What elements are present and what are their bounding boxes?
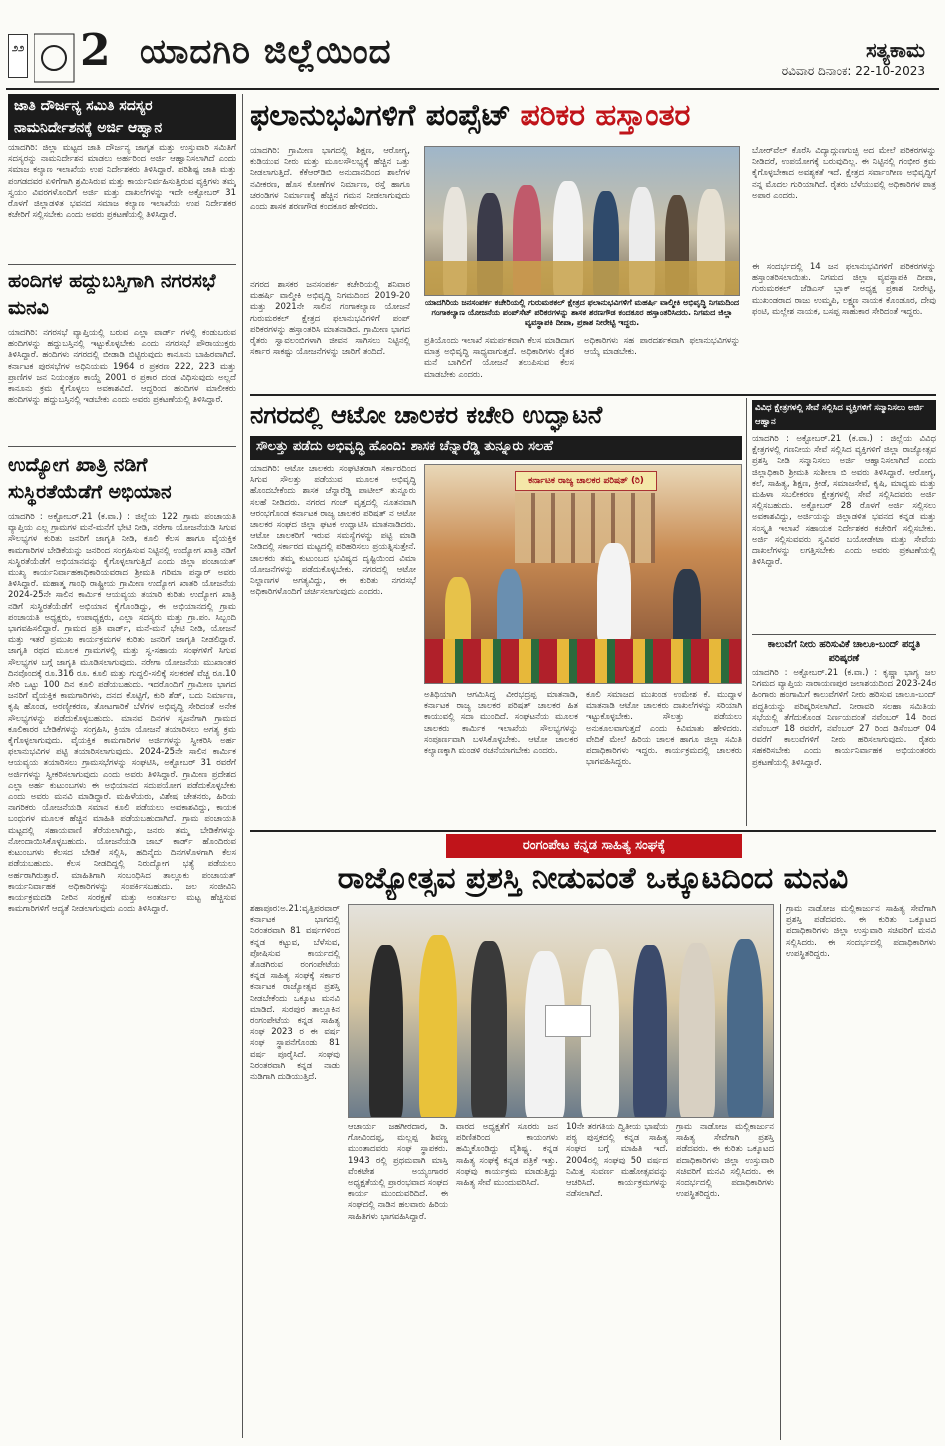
- story-body: ಗ್ರಾಮ ನಾಡೋಜ ಮಲ್ಲಿಕಾರ್ಜುನ ಸಾಹಿತ್ಯ ಸೇವೆಗಾಗಿ ಪ್ರಶಸ್ತಿ ಪಡೆದವರು. ಈ ಕುರಿತು ಒಕ್ಕೂಟದ ಪದಾಧಿಕಾರಿಗಳು ಜಿಲ್ಲಾ ಉಸ್ತುವಾರಿ ಸಚಿವರಿಗೆ ಮನವಿ ಸಲ್ಲಿಸಿದರು. ಈ ಸಂದರ್ಭದಲ್ಲಿ ಪದಾಧಿಕಾರಿಗಳು ಉಪಸ್ಥಿತರಿದ್ದರು.: [786, 904, 936, 959]
- divider: [8, 264, 236, 265]
- story-body: ಗ್ರಾಮ ನಾಡೋಜ ಮಲ್ಲಿಕಾರ್ಜುನ ಸಾಹಿತ್ಯ ಸೇವೆಗಾಗಿ ಪ್ರಶಸ್ತಿ ಪಡೆದವರು. ಈ ಕುರಿತು ಒಕ್ಕೂಟದ ಪದಾಧಿಕಾರಿಗಳು ಜಿಲ್ಲಾ ಉಸ್ತುವಾರಿ ಸಚಿವರಿಗೆ ಮನವಿ ಸಲ್ಲಿಸಿದರು. ಈ ಸಂದರ್ಭದಲ್ಲಿ ಪದಾಧಿಕಾರಿಗಳು ಉಪಸ್ಥಿತರಿದ್ದರು.: [676, 1122, 774, 1200]
- story-headline: ಕಾಲುವೆಗೆ ನೀರು ಹರಿಸುವಿಕೆ ಚಾಲೂ-ಬಂದ್ ಪದ್ಧತಿ ಪರಿಷ್ಕರಣೆ: [767, 639, 921, 664]
- logo-icon: [34, 30, 76, 84]
- story-body: 10ನೇ ತರಗತಿಯ ದ್ವಿತೀಯ ಭಾಷೆಯ ಪಠ್ಯ ಪುಸ್ತಕದಲ್ಲಿ ಕನ್ನಡ ಸಾಹಿತ್ಯ ಸಂಘದ ಬಗ್ಗೆ ಮಾಹಿತಿ ಇದೆ. 2004ರಲ್ಲಿ ಸಂಘವು 50 ವರ್ಷದ ನಿಮಿತ್ತ ಸುವರ್ಣ ಮಹೋತ್ಸವವನ್ನು ಆಚರಿಸಿದೆ. ಕಾರ್ಯಕ್ರಮಗಳನ್ನು ನಡೆಸಲಾಗಿದೆ.: [566, 1122, 668, 1200]
- page-title: ಯಾದಗಿರಿ ಜಿಲ್ಲೆಯಿಂದ: [140, 32, 392, 72]
- section-rule: [250, 394, 936, 396]
- top-story-headline: [250, 94, 936, 140]
- story-body: ಆಚಾರ್ಯ ಜಹಗೀರದಾರ, ಡಿ. ಗೋವಿಂದಪ್ಪ, ಮಲ್ಲಪ್ಪ ಶಿವಣ್ಣ ಮುಂತಾದವರು ಸಂಘ ಸ್ಥಾಪಕರು. 1943 ರಲ್ಲಿ ಪ್ರಥಮವಾಗಿ ಮಾಸ್ತಿ ವೆಂಕಟೇಶ ಅಯ್ಯಂಗಾರರ ಅಧ್ಯಕ್ಷತೆಯಲ್ಲಿ ಪ್ರಾರಂಭವಾದ ಸಂಘದ ಕಾರ್ಯ ಮುಂದುವರಿದಿದೆ. ಈ ಸಂಘದಲ್ಲಿ ನಾಡಿನ ಹಲವಾರು ಹಿರಿಯ ಸಾಹಿತಿಗಳು ಭಾಗವಹಿಸಿದ್ದಾರೆ.: [348, 1122, 448, 1222]
- page-number: 2: [80, 25, 111, 76]
- section-rule: [250, 830, 936, 832]
- date-label: ರವಿವಾರ ದಿನಾಂಕ:: [781, 64, 852, 78]
- top-story-photo: [424, 146, 740, 296]
- story-body: ಯಾದಗಿರಿ : ಅಕ್ಟೋಬರ್.21 (ಕ.ವಾ.) : ಜಿಲ್ಲೆಯ ವಿವಿಧ ಕ್ಷೇತ್ರಗಳಲ್ಲಿ ಗಣನೀಯ ಸೇವೆ ಸಲ್ಲಿಸಿದ ವ್ಯಕ್ತಿಗಳಿಗೆ ಜಿಲ್ಲಾ ರಾಜ್ಯೋತ್ಸವ ಪ್ರಶಸ್ತಿ ನೀಡಿ ಸನ್ಮಾನಿಸಲು ಅರ್ಜಿ ಆಹ್ವಾನಿಸಲಾಗಿದೆ ಎಂದು ಜಿಲ್ಲಾಧಿಕಾರಿ ಶ್ರೀಮತಿ ಸುಶೀಲಾ ಬಿ ಅವರು ತಿಳಿಸಿದ್ದಾರೆ. ಆರೋಗ್ಯ, ಕಲೆ, ಸಾಹಿತ್ಯ, ಶಿಕ್ಷಣ, ಕ್ರೀಡೆ, ಸಮಾಜಸೇವೆ, ಕೃಷಿ, ಮಾಧ್ಯಮ ಮತ್ತು ಮಹಿಳಾ ಸಬಲೀಕರಣ ಕ್ಷೇತ್ರಗಳಲ್ಲಿ ಸೇವೆ ಸಲ್ಲಿಸಿದವರು ಅರ್ಜಿ ಸಲ್ಲಿಸಬಹುದು. ಅಕ್ಟೋಬರ್ 28 ರೊಳಗೆ ಅರ್ಜಿ ಸಲ್ಲಿಸಲು ಅವಕಾಶವಿದ್ದು, ಅರ್ಜಿಯನ್ನು ಜಿಲ್ಲಾಡಳಿತ ಭವನದ ಕನ್ನಡ ಮತ್ತು ಸಂಸ್ಕೃತಿ ಇಲಾಖೆ ಸಹಾಯಕ ನಿರ್ದೇಶಕರ ಕಚೇರಿಗೆ ಸಲ್ಲಿಸಬೇಕು. ಅರ್ಜಿ ಸಲ್ಲಿಸುವವರು ಸ್ವವಿವರ ಬಯೋಡೇಟಾ ಮತ್ತು ಸೇವೆಯ ದಾಖಲೆಗಳನ್ನು ಲಗತ್ತಿಸಬೇಕು ಎಂದು ಅವರು ಪ್ರಕಟಣೆಯಲ್ಲಿ ತಿಳಿಸಿದ್ದಾರೆ.: [752, 434, 936, 568]
- story-subhead: ಸೌಲತ್ತು ಪಡೆದು ಅಭಿವೃದ್ಧಿ ಹೊಂದಿ: ಶಾಸಕ ಚೆನ್ನಾರೆಡ್ಡಿ ತುನ್ನೂರು ಸಲಹೆ: [250, 436, 742, 460]
- story-body: ಅತಿಥಿಯಾಗಿ ಆಗಮಿಸಿದ್ದ ವೀರಭದ್ರಪ್ಪ ಮಾತನಾಡಿ, ಕರ್ನಾಟಕ ರಾಜ್ಯ ಚಾಲಕರ ಪರಿಷತ್ ಚಾಲಕರ ಹಿತ ಕಾಯುವಲ್ಲಿ ಸದಾ ಮುಂದಿದೆ. ಸಂಘಟನೆಯ ಮೂಲಕ ಚಾಲಕರು ಕಾರ್ಮಿಕ ಇಲಾಖೆಯ ಸೌಲಭ್ಯಗಳನ್ನು ಸಂಪೂರ್ಣವಾಗಿ ಬಳಸಿಕೊಳ್ಳಬೇಕು. ಆಟೋ ಚಾಲಕರ ಕಲ್ಯಾಣಕ್ಕಾಗಿ ಮಂಡಳಿ ರಚನೆಯಾಗಬೇಕು ಎಂದರು.: [424, 690, 578, 757]
- column-rule: [242, 94, 243, 1438]
- story-body: ಕೂಲಿ ಸಮಾಜದ ಮುಖಂಡ ಉಮೇಶ ಕೆ. ಮುದ್ನಾಳ ಮಾತನಾಡಿ ಆಟೋ ಚಾಲಕರು ದಾಖಲೆಗಳನ್ನು ಸರಿಯಾಗಿ ಇಟ್ಟುಕೊಳ್ಳಬೇಕು. ಸೌಲತ್ತು ಪಡೆಯಲು ಅನುಕೂಲವಾಗುತ್ತದೆ ಎಂದು ಕಿವಿಮಾತು ಹೇಳಿದರು. ವೇದಿಕೆ ಮೇಲೆ ಹಿರಿಯ ಚಾಲಕ ಹಾಗೂ ಜಿಲ್ಲಾ ಸಮಿತಿ ಪದಾಧಿಕಾರಿಗಳು ಇದ್ದರು. ಕಾರ್ಯಕ್ರಮದಲ್ಲಿ ಚಾಲಕರು ಭಾಗವಹಿಸಿದ್ದರು.: [586, 690, 742, 768]
- story-headline: ನಗರದಲ್ಲಿ ಆಟೋ ಚಾಲಕರ ಕಚೇರಿ ಉದ್ಘಾಟನೆ: [250, 401, 603, 429]
- dateline: [782, 64, 925, 78]
- story-body: ವಾರದ ಅಧ್ಯಕ್ಷತೆಗೆ ಸೂರರು ಜನ ಪರಿಣಿತರಿಂದ ಕಾಯಂಗಳು ಹಮ್ಮಿಕೊಂಡಿದ್ದು ವೈಶಿಷ್ಟ್ಯ. ಕನ್ನಡ ಸಾಹಿತ್ಯ ಸಂಘಕ್ಕೆ ಕನ್ನಡ ಪತ್ರಿಕೆ ಇತ್ತು. ಸಂಘವು ಕಾರ್ಯಕ್ರಮ ಮಾಡುತ್ತಿದ್ದು ಸಾಹಿತ್ಯ ಸೇವೆ ಮುಂದುವರಿಸಿದೆ.: [456, 1122, 558, 1189]
- story-headline: ಉದ್ಯೋಗ ಖಾತ್ರಿ ನಡಿಗೆ ಸುಸ್ಥಿರತೆಯೆಡೆಗೆ ಅಭಿಯಾನ: [8, 454, 172, 503]
- headline-red: ಪರಿಕರ ಹಸ್ತಾಂತರ: [520, 98, 691, 133]
- auto-story-photo: [424, 464, 742, 684]
- story-headline: ಜಾತಿ ದೌರ್ಜನ್ಯ ಸಮಿತಿ ಸದಸ್ಯರ ನಾಮನಿರ್ದೇಶನಕ್ಕೆ ಅರ್ಜಿ ಆಹ್ವಾನ: [8, 94, 236, 140]
- story-body: ಯಾದಗಿರಿ: ಗ್ರಾಮೀಣ ಭಾಗದಲ್ಲಿ ಶಿಕ್ಷಣ, ಆರೋಗ್ಯ, ಕುಡಿಯುವ ನೀರು ಮತ್ತು ಮೂಲಸೌಲಭ್ಯಕ್ಕೆ ಹೆಚ್ಚಿನ ಒತ್ತು ನೀಡಲಾಗುತ್ತಿದೆ. ಕೆಕೆಆರ್‌ಡಿಬಿ ಅನುದಾನದಿಂದ ಶಾಲೆಗಳ ನವೀಕರಣ, ಹೊಸ ಕೋಣೆಗಳ ನಿರ್ಮಾಣ, ರಸ್ತೆ ಹಾಗೂ ಚರಂಡಿಗಳ ನಿರ್ಮಾಣಕ್ಕೆ ಹೆಚ್ಚಿನ ಗಮನ ನೀಡಲಾಗುವುದು ಎಂದು ಶಾಸಕ ಶರಣಗೌಡ ಕಂದಕೂರ ಹೇಳಿದರು.: [250, 146, 410, 213]
- story-body: ನಗರದ ಶಾಸಕರ ಜನಸಂಪರ್ಕ ಕಚೇರಿಯಲ್ಲಿ ಶನಿವಾರ ಮಹರ್ಷಿ ವಾಲ್ಮೀಕಿ ಅಭಿವೃದ್ಧಿ ನಿಗಮದಿಂದ 2019-20 ಮತ್ತು 2021ನೇ ಸಾಲಿನ ಗಂಗಾಕಲ್ಯಾಣ ಯೋಜನೆ ಗುರುಮಠಕಲ್ ಕ್ಷೇತ್ರದ ಫಲಾನುಭವಿಗಳಿಗೆ ಪಂಪ್ ಪರಿಕರಗಳನ್ನು ಹಸ್ತಾಂತರಿಸಿ ಮಾತನಾಡಿದ. ಗ್ರಾಮೀಣ ಭಾಗದ ರೈತರು ಸ್ವಾವಲಂಬಿಗಳಾಗಿ ಜೀವನ ಸಾಗಿಸಲು ನಿಟ್ಟಿನಲ್ಲಿ ಸರ್ಕಾರ ಸಾಕಷ್ಟು ಯೋಜನೆಗಳನ್ನು ಜಾರಿಗೆ ತಂದಿದೆ.: [250, 280, 410, 358]
- column-rule: [746, 398, 747, 826]
- story-headline: ಹಂದಿಗಳ ಹದ್ದುಬಸ್ತಿಗಾಗಿ ನಗರಸಭೆ ಮನವಿ: [8, 270, 216, 319]
- story-kicker: ರಂಗಂಪೇಟ ಕನ್ನಡ ಸಾಹಿತ್ಯ ಸಂಘಕ್ಕೆ: [446, 834, 742, 858]
- story-body: ಯಾದಗಿರಿ : ಅಕ್ಟೋಬರ್.21 (ಕ.ವಾ.) : ಕೃಷ್ಣಾ ಭಾಗ್ಯ ಜಲ ನಿಗಮದ ವ್ಯಾಪ್ತಿಯ ನಾರಾಯಣಪುರ ಜಲಾಶಯದಿಂದ 2023-24ರ ಹಿಂಗಾರು ಹಂಗಾಮಿಗೆ ಕಾಲುವೆಗಳಿಗೆ ನೀರು ಹರಿಸುವ ಚಾಲೂ-ಬಂದ್ ಪದ್ಧತಿಯನ್ನು ಪರಿಷ್ಕರಿಸಲಾಗಿದೆ. ನೀರಾವರಿ ಸಲಹಾ ಸಮಿತಿಯ ಸಭೆಯಲ್ಲಿ ತೆಗೆದುಕೊಂಡ ನಿರ್ಣಯದಂತೆ ನವೆಂಬರ್ 14 ರಿಂದ ನವೆಂಬರ್ 18 ರವರೆಗೆ, ನವೆಂಬರ್ 27 ರಿಂದ ಡಿಸೆಂಬರ್ 04 ರವರೆಗೆ ಕಾಲುವೆಗಳಿಗೆ ನೀರು ಹರಿಸಲಾಗುವುದು. ರೈತರು ಸಹಕರಿಸಬೇಕು ಎಂದು ಕಾರ್ಯನಿರ್ವಾಹಕ ಅಭಿಯಂತರರು ಪ್ರಕಟಣೆಯಲ್ಲಿ ತಿಳಿಸಿದ್ದಾರೆ.: [752, 668, 936, 768]
- story-body: ಅಧಿಕಾರಿಗಳು ಸಹ ಪಾರದರ್ಶಕವಾಗಿ ಫಲಾನುಭವಿಗಳನ್ನು ಆಯ್ಕೆ ಮಾಡಬೇಕು.: [584, 336, 740, 358]
- date-value: 22-10-2023: [855, 64, 925, 78]
- column-rule: [780, 904, 781, 1440]
- divider: [8, 446, 236, 447]
- masthead: [0, 0, 945, 92]
- story-body: ಶಹಾಪೂರ:ಅ.21:ವೃತ್ತಿಪರವಾರ್ ಕರ್ನಾಟಕ ಭಾಗದಲ್ಲಿ ನಿರಂತರವಾಗಿ 81 ವರ್ಷಗಳಿಂದ ಕನ್ನಡ ಕಟ್ಟುವ, ಬೆಳೆಸುವ, ಪೋಷಿಸುವ ಕಾರ್ಯದಲ್ಲಿ ತೊಡಗಿರುವ ರಂಗಂಪೇಟೆಯ ಕನ್ನಡ ಸಾಹಿತ್ಯ ಸಂಘಕ್ಕೆ ಸರ್ಕಾರ ಕರ್ನಾಟಕ ರಾಜ್ಯೋತ್ಸವ ಪ್ರಶಸ್ತಿ ನೀಡಬೇಕೆಂದು ಒಕ್ಕೂಟ ಮನವಿ ಮಾಡಿದೆ. ಸುರಪುರ ತಾಲ್ಲೂಕಿನ ರಂಗಂಪೇಟೆಯ ಕನ್ನಡ ಸಾಹಿತ್ಯ ಸಂಘ 2023 ರ ಈ ವರ್ಷ ಸಂಘ ಸ್ಥಾಪನೆಗೊಂಡು 81 ವರ್ಷ ಪೂರೈಸಿದೆ. ಸಂಘವು ನಿರಂತರವಾಗಿ ಕನ್ನಡ ನಾಡು ನುಡಿಗಾಗಿ ದುಡಿಯುತ್ತಿದೆ.: [250, 904, 340, 1083]
- story-body: ಯಾದಗಿರಿ: ಜಿಲ್ಲಾ ಮಟ್ಟದ ಜಾತಿ ದೌರ್ಜನ್ಯ ಜಾಗೃತ ಮತ್ತು ಉಸ್ತುವಾರಿ ಸಮಿತಿಗೆ ಸದಸ್ಯರನ್ನು ನಾಮನಿರ್ದೇಶನ ಮಾಡಲು ಅರ್ಹರಿಂದ ಅರ್ಜಿ ಆಹ್ವಾನಿಸಲಾಗಿದೆ ಎಂದು ಸಮಾಜ ಕಲ್ಯಾಣ ಇಲಾಖೆಯ ಉಪ ನಿರ್ದೇಶಕರು ತಿಳಿಸಿದ್ದಾರೆ. ಪರಿಶಿಷ್ಟ ಜಾತಿ ಮತ್ತು ಪಂಗಡದವರ ಏಳಿಗೆಗಾಗಿ ಶ್ರಮಿಸಿರುವ ಮತ್ತು ಕಾರ್ಯನಿರ್ವಹಿಸುತ್ತಿರುವ ವ್ಯಕ್ತಿಗಳು ತಮ್ಮ ಸ್ವಯಂ ವಿವರಗಳೊಂದಿಗೆ ಅರ್ಜಿ ಮತ್ತು ದಾಖಲೆಗಳನ್ನು ಇದೇ ಅಕ್ಟೋಬರ್ 31 ರೊಳಗೆ ಜಿಲ್ಲಾಡಳಿತ ಭವನದ ಸಮಾಜ ಕಲ್ಯಾಣ ಇಲಾಖೆಯ ಉಪ ನಿರ್ದೇಶಕರ ಕಚೇರಿಗೆ ಸಲ್ಲಿಸಬೇಕು ಎಂದು ಅವರು ಪ್ರಕಟಣೆಯಲ್ಲಿ ತಿಳಿಸಿದ್ದಾರೆ.: [8, 143, 236, 221]
- rajyotsava-photo: [348, 904, 774, 1118]
- story-headline: ವಿವಿಧ ಕ್ಷೇತ್ರಗಳಲ್ಲಿ ಸೇವೆ ಸಲ್ಲಿಸಿದ ವ್ಯಕ್ತಿಗಳಿಗೆ ಸನ್ಮಾನಿಸಲು ಅರ್ಜಿ ಆಹ್ವಾನ: [752, 400, 936, 430]
- divider: [752, 634, 936, 635]
- newspaper-name: ಸತ್ಯಕಾಮ: [865, 38, 925, 62]
- story-body: ಯಾದಗಿರಿ: ಆಟೋ ಚಾಲಕರು ಸಂಘಟಿತರಾಗಿ ಸರ್ಕಾರದಿಂದ ಸಿಗುವ ಸೌಲತ್ತು ಪಡೆಯುವ ಮೂಲಕ ಅಭಿವೃದ್ಧಿ ಹೊಂದಬೇಕೆಂದು ಶಾಸಕ ಚೆನ್ನಾರೆಡ್ಡಿ ಪಾಟೀಲ್ ತುನ್ನೂರು ಸಲಹೆ ನೀಡಿದರು. ನಗರದ ಗಂಜ್ ವೃತ್ತದಲ್ಲಿ ನೂತನವಾಗಿ ಆರಂಭಗೊಂಡ ಕರ್ನಾಟಕ ರಾಜ್ಯ ಚಾಲಕರ ಪರಿಷತ್ ನ ಆಟೋ ಚಾಲಕರ ಸಂಘದ ಜಿಲ್ಲಾ ಘಟಕ ಉದ್ಘಾಟಿಸಿ ಮಾತನಾಡಿದರು. ಆಟೋ ಚಾಲಕರಿಗೆ ಇರುವ ಸಮಸ್ಯೆಗಳನ್ನು ಪಟ್ಟಿ ಮಾಡಿ ನೀಡಿದಲ್ಲಿ ಸರ್ಕಾರದ ಮಟ್ಟದಲ್ಲಿ ಪರಿಹರಿಸಲು ಪ್ರಯತ್ನಿಸುತ್ತೇನೆ. ಚಾಲಕರು ತಮ್ಮ ಕುಟುಂಬದ ಭವಿಷ್ಯದ ದೃಷ್ಟಿಯಿಂದ ವಿಮಾ ಯೋಜನೆಗಳನ್ನು ಪಡೆದುಕೊಳ್ಳಬೇಕು. ನಗರದಲ್ಲಿ ಆಟೋ ನಿಲ್ದಾಣಗಳ ಅಗತ್ಯವಿದ್ದು, ಈ ಕುರಿತು ನಗರಸಭೆ ಅಧಿಕಾರಿಗಳೊಂದಿಗೆ ಚರ್ಚಿಸಲಾಗುವುದು ಎಂದರು.: [250, 464, 416, 598]
- story-headline: ರಾಜ್ಯೋತ್ಸವ ಪ್ರಶಸ್ತಿ ನೀಡುವಂತೆ ಒಕ್ಕೂಟದಿಂದ ಮನವಿ: [337, 861, 849, 896]
- story-body: ಯಾದಗಿರಿ: ನಗರಸಭೆ ವ್ಯಾಪ್ತಿಯಲ್ಲಿ ಬರುವ ಎಲ್ಲಾ ವಾರ್ಡ್ ಗಳಲ್ಲಿ ಕಂಡುಬರುವ ಹಂದಿಗಳನ್ನು ಹದ್ದುಬಸ್ತಿನಲ್ಲಿ ಇಟ್ಟುಕೊಳ್ಳಬೇಕು ಎಂದು ನಗರಸಭೆ ಪೌರಾಯುಕ್ತರು ತಿಳಿಸಿದ್ದಾರೆ. ಹಂದಿಗಳು ನಗರದಲ್ಲಿ ಬೀಡಾಡಿ ಬಿಟ್ಟಿರುವುದು ಕಾನೂನು ಬಾಹಿರವಾಗಿದೆ. ಕರ್ನಾಟಕ ಪುರಸಭೆಗಳ ಅಧಿನಿಯಮ 1964 ರ ಪ್ರಕರಣ 222, 223 ಮತ್ತು ಪ್ರಾಣಿಗಳ ಜನ ನಿಯಂತ್ರಣ ಕಾಯ್ದೆ 2001 ರ ಪ್ರಕಾರ ದಂಡ ವಿಧಿಸುವುದು ಅಲ್ಲದೆ ಕಾನೂನು ಕ್ರಮ ಕೈಗೊಳ್ಳಲು ಅವಕಾಶವಿದೆ. ಆದ್ದರಿಂದ ಹಂದಿಗಳ ಮಾಲೀಕರು ಹಂದಿಗಳನ್ನು ಹದ್ದುಬಸ್ತಿನಲ್ಲಿ ಇಡಬೇಕು ಎಂದು ಅವರು ಪ್ರಕಟಣೆಯಲ್ಲಿ ತಿಳಿಸಿದ್ದಾರೆ.: [8, 328, 236, 406]
- edition-mark: ೨೨: [8, 34, 28, 78]
- story-body: ಈ ಸಂದರ್ಭದಲ್ಲಿ 14 ಜನ ಫಲಾನುಭವಿಗಳಿಗೆ ಪರಿಕರಗಳನ್ನು ಹಸ್ತಾಂತರಿಸಲಾಯಿತು. ನಿಗಮದ ಜಿಲ್ಲಾ ವ್ಯವಸ್ಥಾಪಕಿ ದೀಪಾ, ಗುರುಮಠಕಲ್ ಜೆಡಿಎಸ್ ಬ್ಲಾಕ್ ಅಧ್ಯಕ್ಷ ಪ್ರಕಾಶ ನೀರೇಟ್ಟಿ, ಮುಖಂಡರಾದ ರಾಜು ಉಮ್ಮಪಿ, ಲಕ್ಷ್ಮಣ ನಾಯಕ ಕೊಂಡೂರ, ದೇವು ಫಂಟಿ, ಮಲ್ಲೇಶ ನಾಯಕ, ಬಸಪ್ಪ ಸಾಹುಕಾರ ಸೇರಿದಂತೆ ಇದ್ದರು.: [752, 262, 936, 317]
- story-body: ಬೋರ್‌ವೆಲ್ ಕೊರೆಸಿ ವಿದ್ಯಾದ್ಗುಣಗುಚ್ಛಿ ಅದ ಮೇಲೆ ಪರಿಕರಗಳನ್ನು ನೀಡಿದರೆ, ಉಪಯೋಗಕ್ಕೆ ಬರುವುದಿಲ್ಲ. ಈ ನಿಟ್ಟಿನಲ್ಲಿ ಗಂಭೀರ ಕ್ರಮ ಕೈಗೊಳ್ಳಬೇಕಾದ ಅವಶ್ಯಕತೆ ಇದೆ. ಕ್ಷೇತ್ರದ ಸರ್ವಾಂಗೀಣ ಅಭಿವೃದ್ಧಿಗೆ ನನ್ನ ಮೊದಲ ಗುರಿಯಾಗಿದೆ. ರೈತರು ಬೆಳೆಯುವಲ್ಲಿ ಅಧಿಕಾರಿಗಳ ಪಾತ್ರ ಅಪಾರ ಎಂದರು.: [752, 146, 936, 201]
- story-body: ಪ್ರತಿಯೊಂದು ಇಲಾಖೆ ಸಮರ್ಪಕವಾಗಿ ಕೆಲಸ ಮಾಡಿದಾಗ ಮಾತ್ರ ಅಭಿವೃದ್ಧಿ ಸಾಧ್ಯವಾಗುತ್ತದೆ. ಅಧಿಕಾರಿಗಳು ರೈತರ ಮನೆ ಬಾಗಿಲಿಗೆ ಯೋಜನೆ ತಲುಪಿಸುವ ಕೆಲಸ ಮಾಡಬೇಕು ಎಂದರು.: [424, 336, 574, 380]
- story-body: ಯಾದಗಿರಿ : ಅಕ್ಟೋಬರ್.21 (ಕ.ವಾ.) : ಜಿಲ್ಲೆಯ 122 ಗ್ರಾಮ ಪಂಚಾಯತಿ ವ್ಯಾಪ್ತಿಯ ಎಲ್ಲ ಗ್ರಾಮಗಳ ಮನೆ-ಮನೆಗೆ ಭೇಟಿ ನೀಡಿ, ನರೇಗಾ ಯೋಜನೆಯಡಿ ಸಿಗುವ ಸೌಲಭ್ಯಗಳ ಕುರಿತು ಜನರಿಗೆ ಜಾಗೃತಿ ನೀಡಿ, ಕೂಲಿ ಕೆಲಸ ಹಾಗೂ ವೈಯಕ್ತಿಕ ಕಾಮಗಾರಿಗಳ ಬೇಡಿಕೆಯನ್ನು ಜನರಿಂದ ಸಂಗ್ರಹಿಸುವ ನಿಟ್ಟಿನಲ್ಲಿ ಉದ್ಯೋಗ ಖಾತ್ರಿ ನಡಿಗೆ ಸುಸ್ಥಿರತೆಯೆಡೆಗೆ ಅಭಿಯಾನವನ್ನು ಕೈಗೊಳ್ಳಲಾಗುತ್ತಿದೆ ಎಂದು ಜಿಲ್ಲಾ ಪಂಚಾಯತ್ ಮುಖ್ಯ ಕಾರ್ಯನಿರ್ವಾಹಕಾಧಿಕಾರಿಯವರಾದ ಶ್ರೀಮತಿ ಗರಿಮಾ ಪನ್ವಾರ್ ಅವರು ತಿಳಿಸಿದ್ದಾರೆ. ಮಹಾತ್ಮ ಗಾಂಧಿ ರಾಷ್ಟ್ರೀಯ ಗ್ರಾಮೀಣ ಉದ್ಯೋಗ ಖಾತರಿ ಯೋಜನೆಯ 2024-25ನೇ ಸಾಲಿನ ಕಾರ್ಮಿಕ ಆಯವ್ಯಯ ತಯಾರಿ ಕುರಿತು ಉದ್ಯೋಗ ಖಾತ್ರಿ ನಡಿಗೆ ಸುಸ್ಥಿರತೆಯೆಡೆಗೆ ಅಭಿಯಾನ ಕೈಗೊಂಡಿದ್ದು, ಈ ಅಭಿಯಾನದಲ್ಲಿ ಗ್ರಾಮ ಪಂಚಾಯತಿ ಅಧ್ಯಕ್ಷರು, ಉಪಾಧ್ಯಕ್ಷರು, ಎಲ್ಲಾ ಸದಸ್ಯರು ಮತ್ತು ಗ್ರಾ.ಪಂ. ಸಿಬ್ಬಂದಿ ಭಾಗವಹಿಸಲಿದ್ದಾರೆ. ಗ್ರಾಮದ ಪ್ರತಿ ವಾರ್ಡ್, ಮನೆ-ಮನೆ ಭೇಟಿ ನೀಡಿ, ಯೋಜನೆ ಮತ್ತು ಇತರೆ ಪ್ರಮುಖ ಕಾರ್ಯಕ್ರಮಗಳ ಕುರಿತು ಜನರಿಗೆ ಜಾಗೃತಿ ನೀಡಲಿದ್ದಾರೆ. ಜಾಗೃತಿ ರಥದ ಮೂಲಕ ಗ್ರಾಮಗಳಲ್ಲಿ ಮತ್ತು ಸ್ವ-ಸಹಾಯ ಸಂಘಗಳಿಗೆ ಸಿಗುವ ಸೌಲಭ್ಯಗಳ ಬಗ್ಗೆ ಜಾಗೃತಿ ಮೂಡಿಸಲಾಗುವುದು. ನರೇಗಾ ಯೋಜನೆಯ ಮುಖಾಂತರ ದಿನವೊಂದಕ್ಕೆ ರೂ.316 ರೂ. ಕೂಲಿ ಮತ್ತು ಗುದ್ದಲಿ-ಸಲಿಕ್ಕೆ ಸಲಕರಣೆ ವೆಚ್ಚ ರೂ.10 ಸೇರಿ ಒಟ್ಟು 100 ದಿನ ಕೂಲಿ ಪಡೆಯಬಹುದು. ಇದರೊಂದಿಗೆ ಗ್ರಾಮೀಣ ಭಾಗದ ಜನರಿಗೆ ವೈಯಕ್ತಿಕ ಕಾಮಗಾರಿಗಳು, ದನದ ಕೊಟ್ಟಿಗೆ, ಕುರಿ ಶೆಡ್, ಬದು ನಿರ್ಮಾಣ, ಕೃಷಿ ಹೊಂಡ, ಅರಣ್ಯೀಕರಣ, ತೋಟಗಾರಿಕೆ ಬೆಳೆಗಳ ಅಭಿವೃದ್ಧಿ ಸೇರಿದಂತೆ ಅನೇಕ ಸೌಲಭ್ಯಗಳನ್ನು ಪಡೆದುಕೊಳ್ಳಬಹುದು. ಮಾನವ ದಿನಗಳ ಸೃಜನೆಗಾಗಿ ಗ್ರಾಮದ ಕೂಲಿಕಾರರ ಬೇಡಿಕೆಗಳನ್ನು ಸಂಗ್ರಹಿಸಿ, ಕ್ರಿಯಾ ಯೋಜನೆ ತಯಾರಿಸಲು ಅಗತ್ಯ ಕ್ರಮ ಕೈಗೊಳ್ಳಲಾಗುವುದು. ವೈಯಕ್ತಿಕ ಕಾಮಗಾರಿಗಳ ಅರ್ಜಿಗಳನ್ನು ಸ್ವೀಕರಿಸಿ ಅರ್ಹ ಫಲಾನುಭವಿಗಳ ಪಟ್ಟಿ ತಯಾರಿಸಲಾಗುವುದು. 2024-25ನೇ ಸಾಲಿನ ಕಾರ್ಮಿಕ ಆಯವ್ಯಯ ತಯಾರಿಸಲು ಗ್ರಾಮಸಭೆಗಳನ್ನು ಸಂಘಟಿಸಿ, ಅಕ್ಟೋಬರ್ 31 ರವರೆಗೆ ಅರ್ಜಿಗಳನ್ನು ಸ್ವೀಕರಿಸಲಾಗುವುದು ಎಂದು ಅವರು ತಿಳಿಸಿದ್ದಾರೆ. ಗ್ರಾಮೀಣ ಪ್ರದೇಶದ ಎಲ್ಲಾ ಅರ್ಹ ಕುಟುಂಬಗಳು ಈ ಅಭಿಯಾನದ ಸದುಪಯೋಗ ಪಡೆದುಕೊಳ್ಳಬೇಕು ಎಂದು ಅವರು ಮನವಿ ಮಾಡಿದ್ದಾರೆ. ಮಹಿಳೆಯರು, ವಿಶೇಷ ಚೇತನರು, ಹಿರಿಯ ನಾಗರಿಕರು ಯೋಜನೆಯಡಿ ಸಮಾನ ಕೂಲಿ ಪಡೆಯಲು ಅವಕಾಶವಿದ್ದು, ಕಾಯಕ ಬಂಧುಗಳ ಮೂಲಕ ಹೆಚ್ಚಿನ ಮಾಹಿತಿ ಪಡೆಯಬಹುದಾಗಿದೆ. ಗ್ರಾಮ ಪಂಚಾಯತಿ ಮಟ್ಟದಲ್ಲಿ ಸಹಾಯವಾಣಿ ತೆರೆಯಲಾಗಿದ್ದು, ಜನರು ತಮ್ಮ ಬೇಡಿಕೆಗಳನ್ನು ನೋಂದಾಯಿಸಿಕೊಳ್ಳಬಹುದು. ಯೋಜನೆಯಡಿ ಜಾಬ್ ಕಾರ್ಡ್ ಹೊಂದಿರುವ ಕುಟುಂಬಗಳು ಕೆಲಸದ ಬೇಡಿಕೆ ಸಲ್ಲಿಸಿ, ಹದಿನೈದು ದಿನಗಳೊಳಗಾಗಿ ಕೆಲಸ ಪಡೆಯಬಹುದು. ಕೆಲಸ ನೀಡದಿದ್ದಲ್ಲಿ ನಿರುದ್ಯೋಗ ಭತ್ಯೆ ಪಡೆಯಲು ಅರ್ಹರಾಗಿರುತ್ತಾರೆ. ಮಾಹಿತಿಗಾಗಿ ಸಂಬಂಧಿಸಿದ ತಾಲ್ಲೂಕು ಪಂಚಾಯತ್ ಕಾರ್ಯನಿರ್ವಾಹಕ ಅಧಿಕಾರಿಗಳನ್ನು ಸಂಪರ್ಕಿಸಬಹುದು. ಜಲ ಸಂಜೀವಿನಿ ಕಾರ್ಯಕ್ರಮದಡಿ ನೀರಿನ ಸಂರಕ್ಷಣೆ ಮತ್ತು ಅಂತರ್ಜಲ ಮಟ್ಟ ಹೆಚ್ಚಿಸುವ ಕಾಮಗಾರಿಗಳಿಗೆ ಆದ್ಯತೆ ನೀಡಲಾಗುವುದು ಎಂದು ತಿಳಿಸಿದ್ದಾರೆ.: [8, 512, 236, 915]
- headline-black: ಫಲಾನುಭವಿಗಳಿಗೆ ಪಂಪ್ಸೆಟ್: [250, 98, 511, 133]
- photo-banner-text: ಕರ್ನಾಟಕ ರಾಜ್ಯ ಚಾಲಕರ ಪರಿಷತ್ (ರಿ): [515, 471, 657, 491]
- masthead-rule: [6, 88, 939, 90]
- photo-caption: ಯಾದಗಿರಿಯ ಜನಸಂಪರ್ಕ ಕಚೇರಿಯಲ್ಲಿ ಗುರುಮಠಕಲ್ ಕ್ಷೇತ್ರದ ಫಲಾನುಭವಿಗಳಿಗೆ ಮಹರ್ಷಿ ವಾಲ್ಮೀಕಿ ಅಭಿವೃದ್ಧಿ ನಿಗಮದಿಂದ ಗಂಗಾಕಲ್ಯಾಣ ಯೋಜನೆಯ ಪಂಪ್‌ಸೆಟ್ ಪರಿಕರಗಳನ್ನು ಶಾಸಕ ಶರಣಗೌಡ ಕಂದಕೂರ ಹಸ್ತಾಂತರಿಸಿದರು. ನಿಗಮದ ಜಿಲ್ಲಾ ವ್ಯವಸ್ಥಾಪಕಿ ದೀಪಾ, ಪ್ರಕಾಶ ನೀರೇಟ್ಟಿ ಇದ್ದರು.: [424, 298, 740, 327]
